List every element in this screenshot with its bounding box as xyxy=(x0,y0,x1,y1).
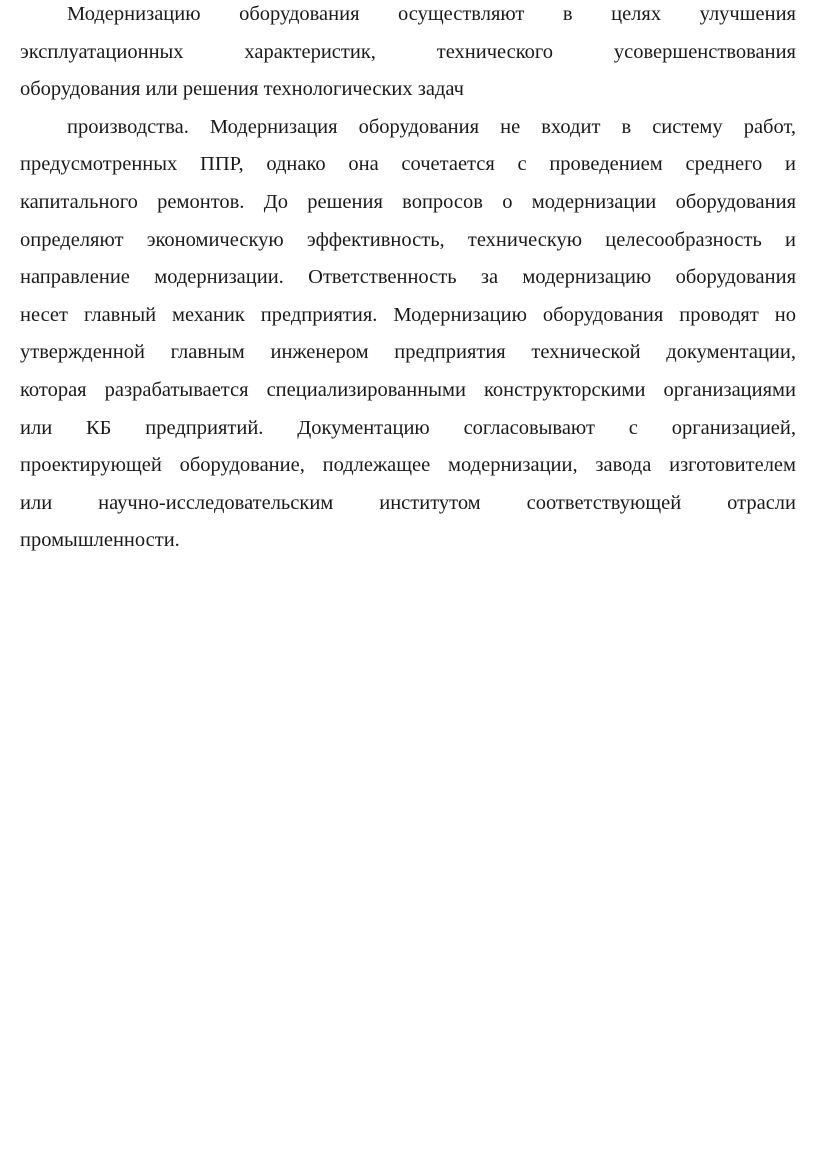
text-line: Модернизацию оборудования осуществляют в целях улучшения xyxy=(67,3,796,25)
text-line: предусмотренных ППР, однако она сочетается с проведением среднего и xyxy=(20,153,796,176)
text-line: капитального ремонтов. До решения вопросов о модернизации оборудования xyxy=(20,190,796,213)
paragraph-2 xyxy=(20,109,796,560)
text-line: промышленности. xyxy=(20,529,180,552)
text-line: или КБ предприятий. Документацию согласовывают с организацией, xyxy=(20,416,796,439)
text-line: утвержденной главным инженером предприятия технической документации, xyxy=(20,341,796,364)
text-line: определяют экономическую эффективность, техническую целесообразность и xyxy=(20,228,796,251)
text-line: оборудования или решения технологических задач xyxy=(20,78,464,101)
text-line: направление модернизации. Ответственность за модернизацию оборудования xyxy=(20,266,796,289)
text-line: проектирующей оборудование, подлежащее модернизации, завода изготовителем xyxy=(20,454,796,477)
text-line: или научно-исследовательским институтом соответствующей отрасли xyxy=(20,491,796,514)
text-line: несет главный механик предприятия. Модернизацию оборудования проводят но xyxy=(20,303,796,326)
text-line: производства. Модернизация оборудования не входит в систему работ, xyxy=(67,115,796,138)
paragraph-1 xyxy=(20,0,796,109)
text-line: которая разрабатывается специализированными конструкторскими организациями xyxy=(20,378,796,401)
text-line: эксплуатационных характеристик, технического усовершенствования xyxy=(20,40,796,63)
document-page xyxy=(20,0,796,1167)
